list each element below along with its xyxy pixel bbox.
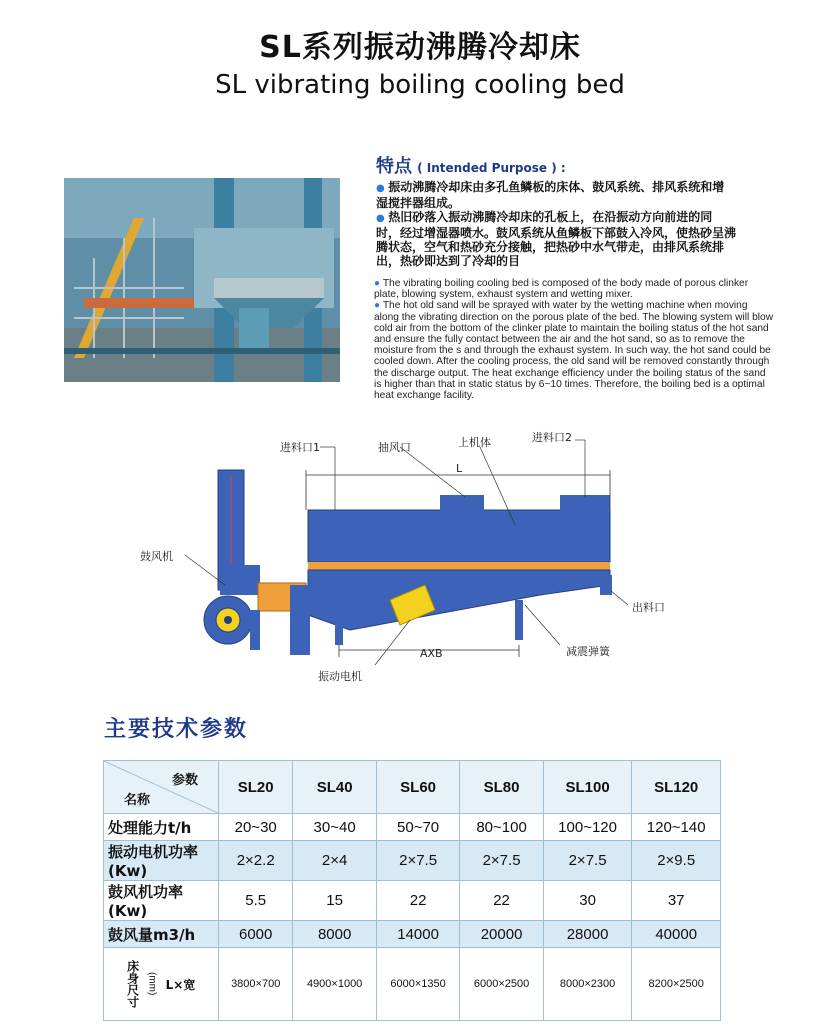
bullet-icon: ● bbox=[376, 183, 389, 194]
table-cell: 100~120 bbox=[543, 814, 632, 841]
params-heading: 主要技术参数 bbox=[104, 717, 249, 742]
table-cell: 50~70 bbox=[376, 814, 459, 841]
label-blower: 鼓风机 bbox=[140, 550, 173, 563]
table-cell: 2×2.2 bbox=[219, 841, 293, 881]
table-row bbox=[104, 881, 721, 921]
table-cell: 20~30 bbox=[219, 814, 293, 841]
label-outlet: 出料口 bbox=[632, 601, 665, 614]
row-label: 处理能力t/h bbox=[104, 814, 219, 841]
table-row bbox=[104, 841, 721, 881]
label-length: L bbox=[456, 462, 463, 475]
model-header: SL20 bbox=[219, 761, 293, 814]
table-cell: 15 bbox=[293, 881, 376, 921]
table-cell: 2×9.5 bbox=[632, 841, 721, 881]
label-feed-inlet-1: 进料口1 bbox=[280, 441, 320, 454]
table-cell: 2×7.5 bbox=[543, 841, 632, 881]
table-cell: 4900×1000 bbox=[293, 948, 376, 1021]
model-header: SL120 bbox=[632, 761, 721, 814]
table-cell: 8000 bbox=[293, 921, 376, 948]
page-subtitle: SL vibrating boiling cooling bed bbox=[215, 70, 625, 100]
features-en bbox=[374, 278, 774, 401]
features-cn bbox=[376, 180, 736, 268]
bullet-icon: ● bbox=[376, 213, 389, 224]
row-label-size bbox=[104, 948, 219, 1021]
label-feed-inlet-2: 进料口2 bbox=[532, 431, 572, 444]
machine-diagram bbox=[120, 425, 760, 695]
model-header: SL60 bbox=[376, 761, 459, 814]
model-header: SL40 bbox=[293, 761, 376, 814]
page-title: SL系列振动沸腾冷却床 bbox=[259, 30, 581, 65]
bullet-icon: ● bbox=[374, 300, 383, 312]
table-row bbox=[104, 814, 721, 841]
table-cell: 2×4 bbox=[293, 841, 376, 881]
label-vibration-motor: 振动电机 bbox=[318, 670, 362, 683]
label-upper-body: 上机体 bbox=[458, 436, 491, 449]
label-damping-spring: 减震弹簧 bbox=[566, 645, 610, 658]
table-cell: 80~100 bbox=[460, 814, 543, 841]
table-cell: 6000 bbox=[219, 921, 293, 948]
table-cell: 8000×2300 bbox=[543, 948, 632, 1021]
table-cell: 6000×1350 bbox=[376, 948, 459, 1021]
table-cell: 20000 bbox=[460, 921, 543, 948]
table-cell: 5.5 bbox=[219, 881, 293, 921]
table-cell: 6000×2500 bbox=[460, 948, 543, 1021]
table-row bbox=[104, 948, 721, 1021]
table-cell: 14000 bbox=[376, 921, 459, 948]
features-heading-cn: 特点 bbox=[376, 156, 412, 177]
feature-cn-2: 热旧砂落入振动沸腾冷却床的孔板上，在沿振动方向前进的同时，经过增湿器喷水。鼓风系统从鱼鳞板下部鼓入冷风，使热砂呈沸腾状态，空气和热砂充分接触，把热砂中水气带走，由排风系统排出，热砂即达到了冷却的目 bbox=[376, 210, 737, 268]
table-cell: 8200×2500 bbox=[632, 948, 721, 1021]
table-cell: 2×7.5 bbox=[376, 841, 459, 881]
table-row bbox=[104, 921, 721, 948]
size-unit: (mm) bbox=[146, 972, 158, 996]
size-label-vertical: 床身尺寸 bbox=[125, 960, 140, 1008]
table-header-row bbox=[104, 761, 721, 814]
label-exhaust-port: 抽风口 bbox=[378, 441, 411, 454]
feature-cn-1: 振动沸腾冷却床由多孔鱼鳞板的床体、鼓风系统、排风系统和增湿搅拌器组成。 bbox=[376, 180, 725, 210]
row-label: 振动电机功率(Kw) bbox=[104, 841, 219, 881]
bullet-icon: ● bbox=[374, 278, 383, 289]
table-cell: 30 bbox=[543, 881, 632, 921]
feature-en-2: The hot old sand will be sprayed with water by the wetting machine when moving along the vibrating direction on the porous plate of the bed. The blowing system will blow cold air from the bottom of the clinker plate to maintain the boiling status of the hot sand and ensure the fully contact between the air and the hot sand, so as to remove the moisture from the s and through the exhaust system. In such way, the hot sand could be cooled down. After the cooling process, the old sand will be removed constantly through the discharge output. The heat exchange efficiency under the boiling status of the sand is higher than that in static status by 6~10 times. Therefore, the boiling bed is a optimal heat exchange facility. bbox=[374, 300, 774, 402]
model-header: SL80 bbox=[460, 761, 543, 814]
table-cell: 22 bbox=[376, 881, 459, 921]
corner-name: 名称 bbox=[124, 792, 151, 807]
table-cell: 28000 bbox=[543, 921, 632, 948]
feature-en-1: The vibrating boiling cooling bed is composed of the body made of porous clinker plate, blowing system, exhaust system and wetting mixer. bbox=[374, 278, 749, 301]
label-axb: AXB bbox=[420, 647, 443, 660]
row-label: 鼓风机功率(Kw) bbox=[104, 881, 219, 921]
table-corner bbox=[104, 761, 219, 814]
features-heading bbox=[376, 152, 566, 178]
features-heading-en: ( Intended Purpose ) : bbox=[417, 161, 566, 175]
specs-table bbox=[103, 760, 721, 1021]
size-dim: L×宽 bbox=[165, 977, 196, 992]
table-cell: 30~40 bbox=[293, 814, 376, 841]
model-header: SL100 bbox=[543, 761, 632, 814]
table-cell: 2×7.5 bbox=[460, 841, 543, 881]
row-label: 鼓风量m3/h bbox=[104, 921, 219, 948]
machine-photo bbox=[64, 178, 340, 382]
table-cell: 3800×700 bbox=[219, 948, 293, 1021]
table-cell: 120~140 bbox=[632, 814, 721, 841]
corner-param: 参数 bbox=[171, 772, 198, 787]
table-cell: 22 bbox=[460, 881, 543, 921]
table-cell: 37 bbox=[632, 881, 721, 921]
table-cell: 40000 bbox=[632, 921, 721, 948]
